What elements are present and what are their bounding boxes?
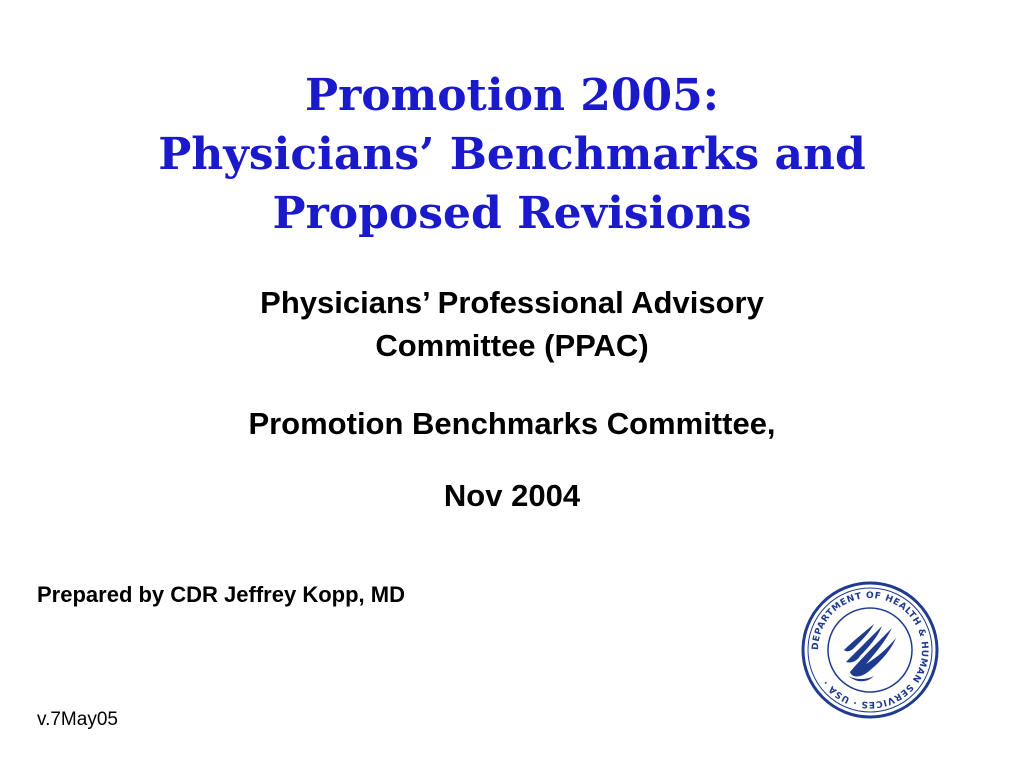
prepared-by: Prepared by CDR Jeffrey Kopp, MD [37, 582, 405, 607]
seal-outer-ring [803, 583, 937, 717]
seal-ring-text: DEPARTMENT OF HEALTH & HUMAN SERVICES · USA · [810, 590, 930, 710]
title-line-2: Physicians’ Benchmarks and [158, 129, 866, 180]
committee-name [0, 281, 1024, 367]
committee-name-line-2: Committee (PPAC) [375, 328, 649, 363]
seal-graphic [800, 580, 940, 720]
presentation-date: Nov 2004 [443, 478, 581, 513]
title-line-3: Proposed Revisions [272, 188, 752, 239]
committee-name-line-1: Physicians’ Professional Advisory [260, 285, 764, 320]
version-label: v.7May05 [37, 709, 118, 730]
hhs-seal-icon [800, 580, 940, 720]
title-line-1: Promotion 2005: [305, 70, 719, 121]
slide-title [0, 66, 1024, 243]
benchmarks-committee: Promotion Benchmarks Committee, [248, 406, 776, 441]
